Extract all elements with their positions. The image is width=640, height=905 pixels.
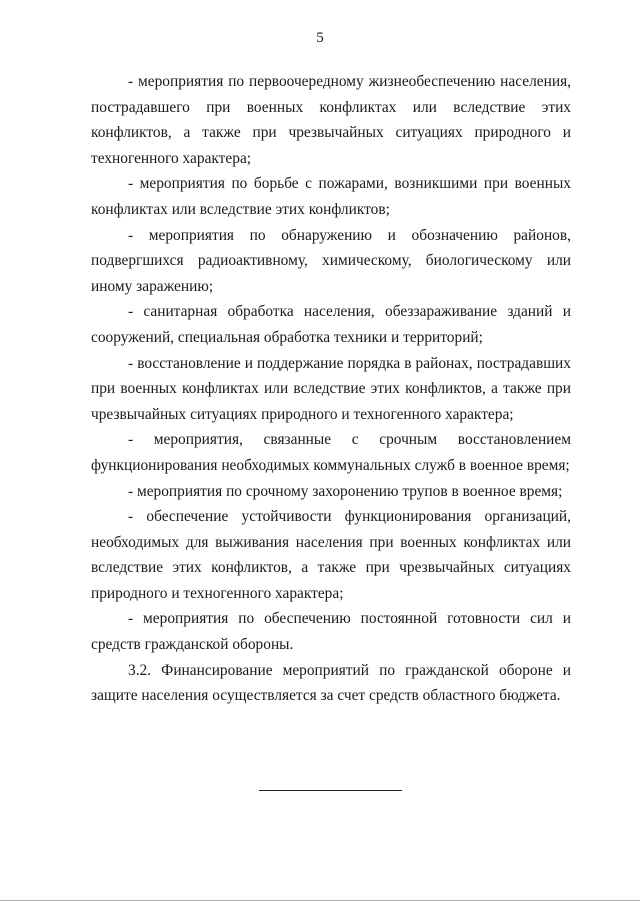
- list-item-utilities-restoration: - мероприятия, связанные с срочным восстановлением функционирования необходимых коммунальных служб в военное время;: [91, 431, 571, 474]
- list-item-burial: - мероприятия по срочному захоронению трупов в военное время;: [128, 482, 563, 500]
- list-item-life-support: - мероприятия по первоочередному жизнеобеспечению населения, пострадавшего при военных конфликтах или вследствие этих конфликтов, а также при чрезвычайных ситуациях природного и техногенного характера;: [91, 73, 571, 167]
- page-number: 5: [316, 30, 324, 46]
- document-body: [91, 69, 571, 709]
- list-item-firefighting: - мероприятия по борьбе с пожарами, возникшими при военных конфликтах или вследствие этих конфликтов;: [91, 175, 571, 218]
- list-item-order-restoration: - восстановление и поддержание порядка в районах, пострадавших при военных конфликтах или вследствие этих конфликтов, а также при чрезвычайных ситуациях природного и техногенного характера;: [91, 354, 571, 423]
- end-divider-line: [259, 790, 402, 791]
- list-item-forces-readiness: - мероприятия по обеспечению постоянной готовности сил и средств гражданской обороны.: [91, 610, 571, 654]
- list-item-organization-stability: - обеспечение устойчивости функционирования организаций, необходимых для выживания населения при военных конфликтах или вследствие этих конфликтов, а также при чрезвычайных ситуациях природного и техногенного характера;: [91, 508, 571, 602]
- section-3-2-financing: 3.2. Финансирование мероприятий по гражданской обороне и защите населения осуществляется за счет средств областного бюджета.: [91, 661, 571, 705]
- list-item-contamination-detection: - мероприятия по обнаружению и обозначению районов, подвергшихся радиоактивному, химическому, биологическому или иному заражению;: [91, 226, 571, 295]
- list-item-sanitation: - санитарная обработка населения, обеззараживание зданий и сооружений, специальная обработка техники и территорий;: [91, 303, 571, 346]
- scan-edge-line: [0, 900, 640, 901]
